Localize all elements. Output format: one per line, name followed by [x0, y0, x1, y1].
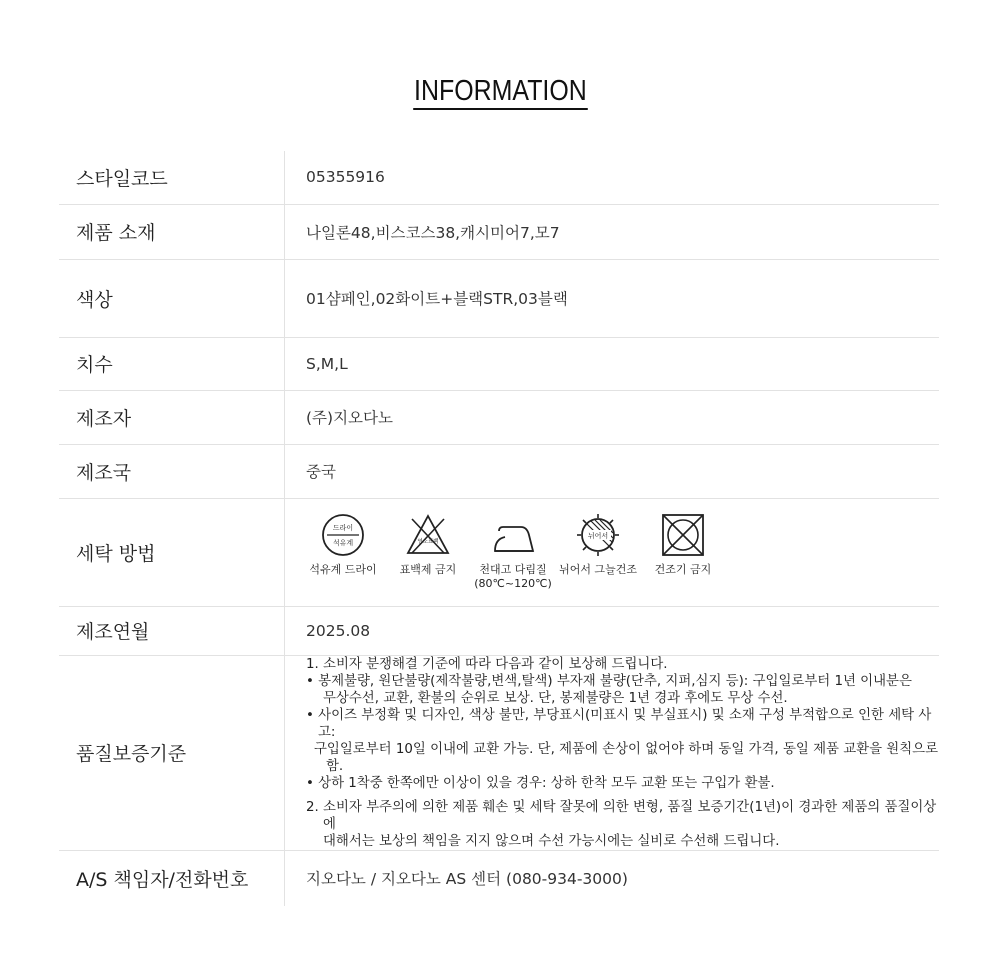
quality-bullet-1-line1: • 봉제불량, 원단불량(제작불량,변색,탈색) 부자재 불량(단추, 지퍼,심지 등): 구입일로부터 1년 이내분은 — [306, 673, 912, 689]
value-material: 나일론48,비스코스38,캐시미어7,모7 — [285, 204, 940, 259]
quality-guarantee-text — [306, 656, 939, 850]
row-date — [59, 606, 939, 655]
care-icons — [306, 513, 939, 591]
row-maker — [59, 390, 939, 444]
value-as: 지오다노 / 지오다노 AS 센터 (080-934-3000) — [306, 870, 628, 889]
quality-bullet-1-line2: 무상수선, 교환, 환불의 순위로 보상. 단, 봉제불량은 1년 경과 후에도 무상 수선. — [323, 690, 788, 706]
row-washing — [59, 498, 939, 606]
no-tumble-dry-icon — [659, 513, 707, 557]
quality-bullet-2-line2: 구입일로부터 10일 이내에 교환 가능. 단, 제품에 손상이 없어야 하며 동일 가격, 동일 제품 교환을 원칙으로 함. — [314, 741, 939, 774]
label-as: A/S 책임자/전화번호 — [59, 850, 285, 906]
care-label-no-bleach: 표백제 금지 — [399, 563, 457, 576]
care-label-dry-clean: 석유계 드라이 — [309, 563, 377, 576]
quality-bullet-2-line1: • 사이즈 부정확 및 디자인, 색상 불만, 부당표시(미표시 및 부실표시) 및 소재 구성 부적합으로 인한 세탁 사고: — [306, 707, 932, 740]
quality-bullet-2 — [306, 707, 939, 775]
label-material: 제품 소재 — [59, 204, 285, 259]
value-size: S,M,L — [285, 337, 940, 390]
quality-item-2-line1: 2. 소비자 부주의에 의한 제품 훼손 및 세탁 잘못에 의한 변형, 품질 보증기간(1년)이 경과한 제품의 품질이상에 — [306, 799, 937, 832]
dry-clean-bottom-text: 석유계 — [332, 539, 354, 547]
care-label-iron — [474, 563, 552, 591]
label-washing: 세탁 방법 — [59, 498, 285, 606]
row-size — [59, 337, 939, 390]
shade-dry-text: 뉘어서 — [587, 532, 609, 540]
quality-item-1: 1. 소비자 분쟁해결 기준에 따라 다음과 같이 보상해 드립니다. — [306, 656, 668, 672]
care-label-no-tumble-dry: 건조기 금지 — [654, 563, 712, 576]
iron-icon — [489, 513, 537, 557]
dry-clean-top-text: 드라이 — [332, 524, 354, 532]
care-item-shade-dry — [561, 513, 635, 577]
value-date: 2025.08 — [285, 606, 940, 655]
no-bleach-text: 염소표백 — [417, 539, 439, 545]
label-color: 색상 — [59, 259, 285, 337]
row-color — [59, 259, 939, 337]
row-style-code — [59, 151, 939, 204]
care-item-dry-clean — [306, 513, 380, 577]
row-as — [59, 850, 939, 906]
label-style-code: 스타일코드 — [59, 151, 285, 204]
row-quality — [59, 655, 939, 850]
care-item-no-tumble-dry — [646, 513, 720, 577]
product-info-table — [59, 151, 939, 906]
value-country: 중국 — [285, 444, 940, 498]
iron-temperature-text: (80℃~120℃) — [474, 577, 552, 590]
quality-bullet-1 — [306, 673, 939, 707]
label-date: 제조연월 — [59, 606, 285, 655]
value-maker: (주)지오다노 — [285, 390, 940, 444]
label-maker: 제조자 — [59, 390, 285, 444]
value-color: 01샴페인,02화이트+블랙STR,03블랙 — [285, 259, 940, 337]
label-quality: 품질보증기준 — [59, 655, 285, 850]
value-washing — [285, 498, 940, 606]
section-title — [0, 74, 1000, 110]
shade-flat-dry-icon — [574, 513, 622, 557]
no-bleach-icon — [404, 513, 452, 557]
row-country — [59, 444, 939, 498]
quality-item-2-line2: 대해서는 보상의 책임을 지지 않으며 수선 가능시에는 실비로 수선해 드립니다. — [323, 833, 780, 849]
care-label-shade-dry: 뉘어서 그늘건조 — [559, 563, 637, 576]
care-item-iron — [476, 513, 550, 591]
care-item-no-bleach — [391, 513, 465, 577]
dry-clean-petroleum-icon — [319, 513, 367, 557]
label-size: 치수 — [59, 337, 285, 390]
row-material — [59, 204, 939, 259]
value-quality — [285, 655, 940, 850]
value-style-code: 05355916 — [285, 151, 940, 204]
label-country: 제조국 — [59, 444, 285, 498]
iron-label-text: 천대고 다림질 — [479, 563, 547, 576]
quality-bullet-3: • 상하 1착중 한쪽에만 이상이 있을 경우: 상하 한착 모두 교환 또는 구입가 환불. — [306, 775, 775, 791]
information-heading: INFORMATION — [413, 74, 587, 110]
